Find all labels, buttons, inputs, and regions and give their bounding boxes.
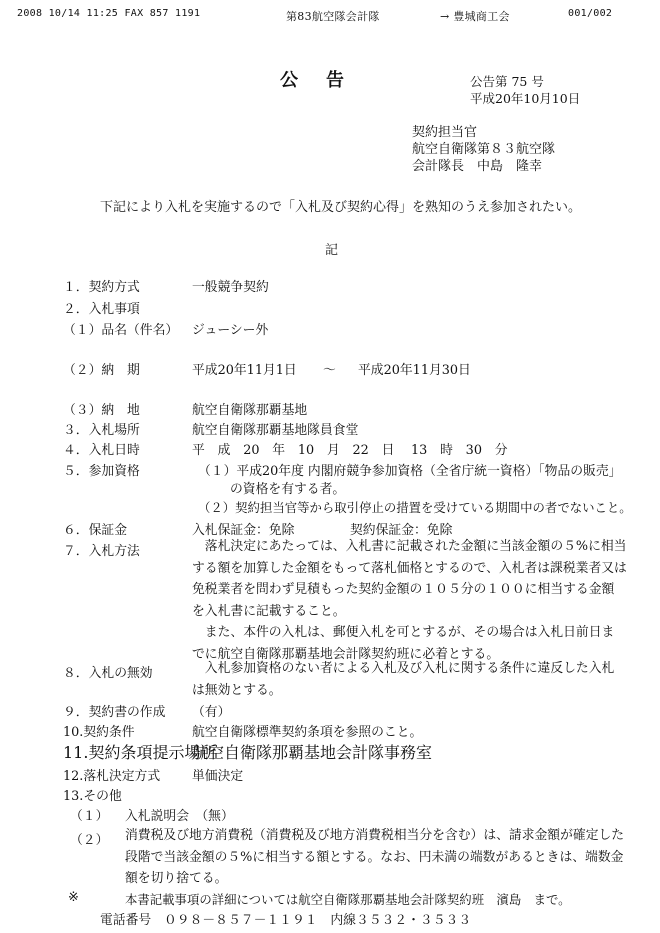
notice-date: 平成20年10月10日	[470, 91, 581, 106]
issuer-line: 会計隊長 中島 隆幸	[412, 159, 543, 174]
item-value: 航空自衛隊那覇基地隊員食堂	[192, 423, 359, 438]
fax-timestamp: 2008 10/14 11:25 FAX 857 1191	[17, 8, 201, 19]
delivery-from: 平成20年11月1日	[192, 363, 297, 378]
item-value: ジューシー外	[192, 323, 269, 338]
phone-number: 電話番号 ０９８－８５７－１１９１ 内線３５３２・３５３３	[100, 913, 472, 928]
item-label: ４．入札日時	[63, 443, 140, 458]
contract-deposit: 契約保証金：免除	[350, 523, 453, 538]
item-label: （１）品名（件名）	[63, 323, 179, 338]
item-value: 入札説明会 （無）	[125, 809, 234, 824]
item-label: ５．参加資格	[63, 464, 140, 479]
item-label: ９．契約書の作成	[63, 705, 166, 720]
qualification-2: （２）契約担当官等から取引停止の措置を受けている期間中の者でないこと。	[198, 500, 632, 515]
item-label: ２．入札事項	[63, 302, 140, 317]
item-label: 13.その他	[63, 789, 122, 804]
note-mark: ※	[68, 890, 79, 905]
bid-method-p2: また、本件の入札は、郵便入札を可とするが、その場合は入札日前日までに航空自衛隊那覇基地会計隊契約班に必着とする。	[192, 625, 615, 662]
item-value: 航空自衛隊那覇基地	[192, 403, 308, 418]
fax-page: 001/002	[568, 8, 613, 19]
ki-heading: 記	[325, 243, 339, 258]
notice-info	[470, 73, 580, 107]
item-value: 航空自衛隊那覇基地会計隊事務室	[192, 743, 433, 762]
note-text: 本書記載事項の詳細については航空自衛隊那覇基地会計隊契約班 濱島 まで。	[125, 892, 571, 907]
delivery-tilde: 〜	[323, 363, 336, 378]
item-label: 12.落札決定方式	[63, 769, 161, 784]
fax-sender: 第83航空隊会計隊	[286, 10, 380, 23]
item-label: ６．保証金	[63, 523, 127, 538]
document-title: 公告	[280, 70, 372, 91]
bid-time: 13 時 30 分	[411, 443, 508, 458]
item-label: 11.契約条項提示場所	[63, 743, 217, 762]
bid-method-p1: 落札決定にあたっては、入札書に記載された金額に当該金額の５%に相当する額を加算した金額をもって落札価格とするので、入札者は課税業者又は免税業者を問わず見積もった契約金額の１０５分の１００に相当する金額を入札書に記載すること。	[192, 539, 627, 619]
notice-number: 公告第 75 号	[470, 74, 544, 89]
issuer-line: 契約担当官	[412, 125, 478, 140]
delivery-to: 平成20年11月30日	[358, 363, 471, 378]
item-label: （２）	[70, 833, 109, 848]
item-label: １．契約方式	[63, 280, 140, 295]
qualification-1b: の資格を有する者。	[230, 482, 346, 497]
item-value: 単価決定	[192, 769, 244, 784]
item-label: （２）納 期	[63, 363, 140, 378]
invalid-bid-text: 入札参加資格のない者による入札及び入札に関する条件に違反した入札は無効とする。	[192, 661, 615, 698]
tax-text: 消費税及び地方消費税（消費税及び地方消費税相当分を含む）は、請求金額が確定した段階で当該金額の５%に相当する額とする。なお、円未満の端数があるときは、端数金額を切り捨てる。	[125, 828, 625, 886]
item-value: 航空自衛隊標準契約条項を参照のこと。	[192, 725, 423, 740]
item-value: （有）	[192, 705, 231, 720]
qualification-1a: （１）平成20年度 内閣府競争参加資格（全省庁統一資格）「物品の販売」	[198, 464, 622, 479]
item-label: ３．入札場所	[63, 423, 140, 438]
item-value: 一般競争契約	[192, 280, 269, 295]
item-label: （１）	[70, 809, 109, 824]
bid-deposit: 入札保証金：免除	[192, 523, 295, 538]
issuer-block	[412, 124, 555, 175]
item-label: （３）納 地	[63, 403, 140, 418]
item-label: ８．入札の無効	[63, 666, 153, 681]
bid-date: 平 成 20 年 10 月 22 日	[192, 443, 395, 458]
item-label: ７．入札方法	[63, 544, 140, 559]
intro-text: 下記により入札を実施するので「入札及び契約心得」を熟知のうえ参加されたい。	[100, 200, 582, 215]
issuer-line: 航空自衛隊第８３航空隊	[412, 142, 556, 157]
fax-recipient: → 豊城商工会	[440, 10, 510, 23]
item-label: 10.契約条件	[63, 725, 135, 740]
